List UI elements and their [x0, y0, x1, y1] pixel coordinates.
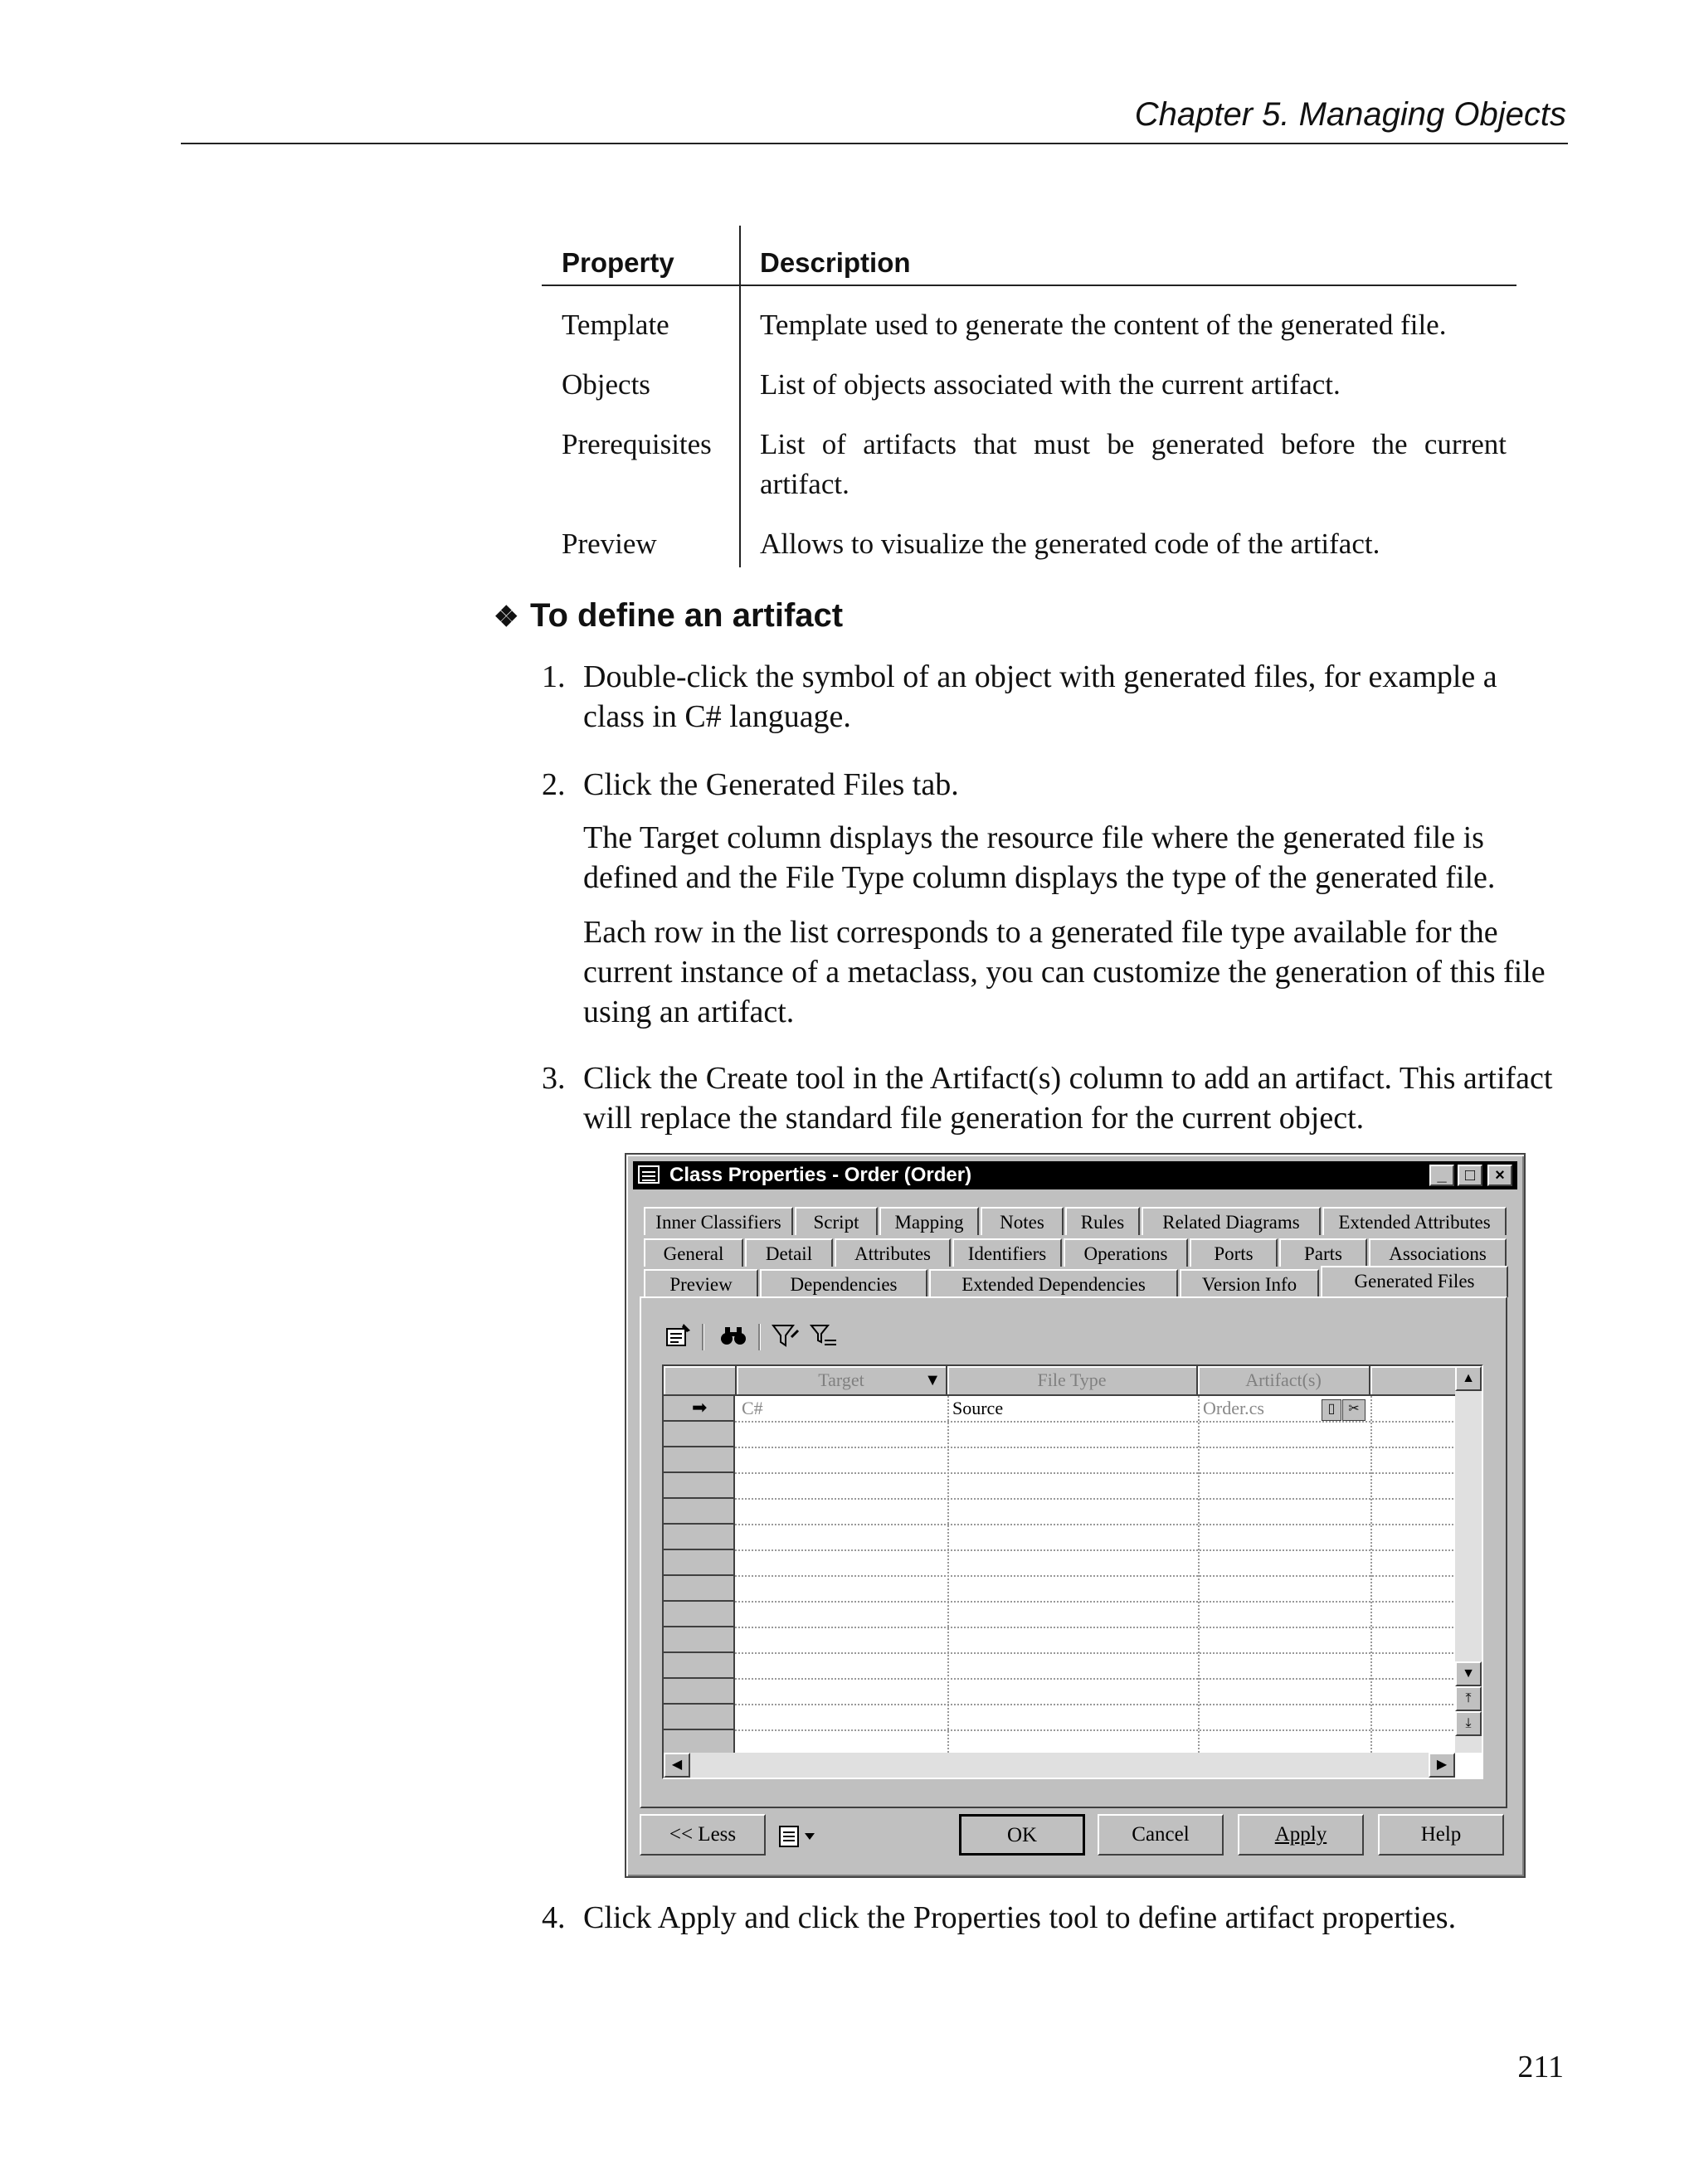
current-row-arrow-icon: ➡ — [692, 1397, 708, 1418]
close-button[interactable]: × — [1487, 1165, 1512, 1186]
tab-identifiers[interactable]: Identifiers — [952, 1238, 1062, 1267]
chapter-title: Chapter 5. Managing Objects — [1134, 96, 1566, 133]
generated-files-grid — [662, 1364, 1483, 1779]
paragraph: The Target column displays the resource file where the generated file is defined and the File Type column displays the type of the generated file. — [583, 820, 1496, 895]
header-description: Description — [760, 247, 911, 278]
window-icon — [638, 1165, 660, 1184]
sort-down-icon: ▼ — [924, 1371, 941, 1389]
tab-operations[interactable]: Operations — [1064, 1238, 1188, 1267]
scroll-bottom-button[interactable]: ⤓ — [1455, 1711, 1482, 1736]
tab-inner-classifiers[interactable]: Inner Classifiers — [644, 1207, 793, 1235]
tab-ports[interactable]: Ports — [1190, 1238, 1278, 1267]
tab-extended-dependencies[interactable]: Extended Dependencies — [929, 1269, 1178, 1297]
procedure-title: ❖ To define an artifact — [494, 597, 844, 634]
header-property: Property — [562, 247, 674, 278]
tab-detail[interactable]: Detail — [745, 1238, 833, 1267]
scroll-right-button[interactable]: ▶ — [1429, 1753, 1455, 1778]
column-header-file-type[interactable]: File Type — [947, 1366, 1198, 1396]
description-cell: Allows to visualize the generated code of the artifact. — [760, 528, 1380, 560]
row-selector-header — [664, 1366, 737, 1396]
tab-extended-attributes[interactable]: Extended Attributes — [1322, 1207, 1507, 1235]
minimize-button[interactable]: _ — [1429, 1165, 1454, 1186]
help-button[interactable]: Help — [1378, 1814, 1504, 1856]
page-header — [181, 90, 1568, 144]
page-number: 211 — [1517, 2050, 1564, 2084]
cell-file-type[interactable]: Source — [952, 1398, 1004, 1418]
paragraph: Each row in the list corresponds to a generated file type available for the current instance of a metaclass, you can customize the generation of this file using an artifact. — [583, 915, 1546, 1029]
tab-general[interactable]: General — [644, 1238, 743, 1267]
cell-target[interactable]: C# — [742, 1398, 763, 1418]
column-header-empty — [1370, 1366, 1458, 1396]
dialog-titlebar — [633, 1161, 1517, 1189]
apply-button[interactable]: Apply — [1238, 1814, 1364, 1856]
description-cell: List of artifacts that must be generated before the current artifact. — [760, 428, 1507, 500]
less-button[interactable]: << Less — [640, 1814, 766, 1856]
scroll-top-button[interactable]: ⤒ — [1455, 1686, 1482, 1711]
dialog-title: Class Properties - Order (Order) — [669, 1164, 972, 1186]
filter-clear-icon[interactable] — [810, 1322, 840, 1355]
tab-rules[interactable]: Rules — [1065, 1207, 1140, 1235]
tab-attributes[interactable]: Attributes — [835, 1238, 951, 1267]
tab-notes[interactable]: Notes — [981, 1207, 1064, 1235]
tab-dependencies[interactable]: Dependencies — [760, 1269, 927, 1297]
list-menu-icon[interactable] — [778, 1825, 821, 1854]
tab-associations[interactable]: Associations — [1369, 1238, 1507, 1267]
property-cell: Template — [562, 309, 669, 341]
description-cell: Template used to generate the content of the generated file. — [760, 309, 1447, 341]
row-selector[interactable] — [664, 1396, 735, 1422]
create-artifact-icon[interactable]: ✂ — [1342, 1399, 1366, 1421]
find-icon[interactable] — [718, 1322, 748, 1355]
scroll-down-button[interactable]: ▼ — [1455, 1661, 1482, 1686]
cell-artifact[interactable]: Order.cs — [1203, 1398, 1264, 1418]
column-header-artifacts[interactable]: Artifact(s) — [1198, 1366, 1370, 1396]
vertical-scrollbar[interactable] — [1455, 1366, 1482, 1753]
tab-parts[interactable]: Parts — [1279, 1238, 1367, 1267]
maximize-button[interactable]: □ — [1458, 1165, 1482, 1186]
cancel-button[interactable]: Cancel — [1098, 1814, 1224, 1856]
scroll-left-button[interactable]: ◀ — [664, 1753, 690, 1778]
filter-icon[interactable] — [772, 1322, 801, 1355]
property-cell: Objects — [562, 368, 650, 401]
ok-button[interactable]: OK — [959, 1814, 1085, 1856]
tab-mapping[interactable]: Mapping — [879, 1207, 979, 1235]
column-header-target[interactable]: Target ▼ — [737, 1366, 947, 1396]
tab-generated-files[interactable]: Generated Files — [1321, 1266, 1508, 1297]
tab-script[interactable]: Script — [795, 1207, 878, 1235]
tab-preview[interactable]: Preview — [644, 1269, 758, 1297]
bullet-icon: ❖ — [494, 601, 519, 633]
property-cell: Prerequisites — [562, 428, 712, 460]
description-cell: List of objects associated with the current artifact. — [760, 368, 1341, 401]
properties-icon[interactable] — [664, 1322, 694, 1355]
tab-version-info[interactable]: Version Info — [1180, 1269, 1319, 1297]
property-cell: Preview — [562, 528, 657, 560]
open-artifact-icon[interactable]: ▯ — [1322, 1399, 1341, 1421]
horizontal-scrollbar[interactable] — [664, 1753, 1455, 1778]
scroll-up-button[interactable]: ▲ — [1455, 1366, 1482, 1391]
tab-related-diagrams[interactable]: Related Diagrams — [1142, 1207, 1321, 1235]
